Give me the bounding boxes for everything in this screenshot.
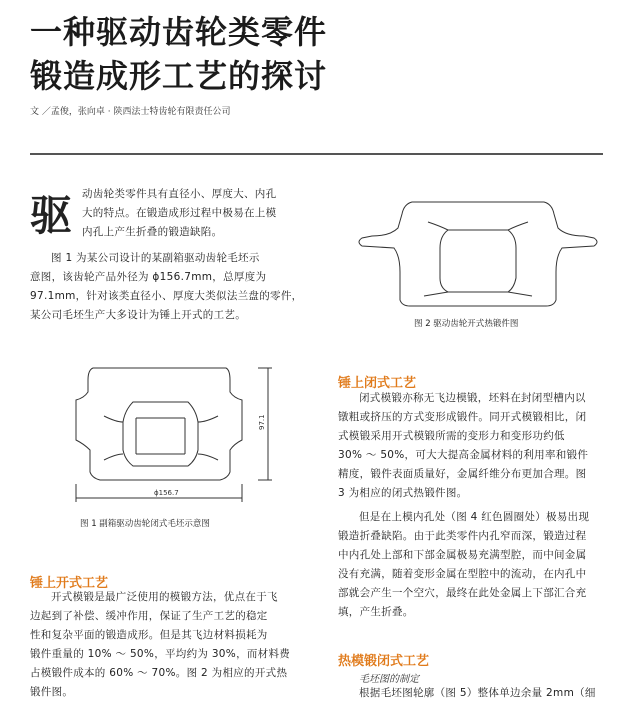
section-heading-open-die: 锤上开式工艺 xyxy=(30,576,109,591)
text-line: 图 1 为某公司设计的某副箱驱动齿轮毛坯示 xyxy=(51,252,260,264)
figure2-drawing xyxy=(344,196,612,314)
intro-paragraph-short xyxy=(82,185,312,242)
text-line: 镦粗或挤压的方式变形成锻件。同开式模锻相比，闭 xyxy=(338,411,587,423)
drop-cap: 驱 xyxy=(30,191,73,240)
text-line: 某公司毛坯生产大多设计为锤上开式的工艺。 xyxy=(30,309,246,321)
text-line: 中内孔处上部和下部金属极易充满型腔，而中间金属 xyxy=(338,549,587,561)
text-line: 锻件重量的 10% ～ 50%，平均约为 30%，而材料费 xyxy=(30,648,291,660)
section-heading-closed-die: 锤上闭式工艺 xyxy=(338,376,417,391)
text-line: 内孔上产生折叠的锻造缺陷。 xyxy=(82,226,223,238)
text-line: 意图，该齿轮产品外径为 ϕ156.7mm，总厚度为 xyxy=(30,271,267,283)
text-line: 动齿轮类零件具有直径小、厚度大、内孔 xyxy=(82,188,277,200)
text-line: 填，产生折叠。 xyxy=(338,606,414,618)
intro-paragraph xyxy=(30,249,320,325)
open-die-paragraph xyxy=(30,588,320,702)
text-line: 30% ～ 50%，可大大提高金属材料的利用率和锻件 xyxy=(338,449,589,461)
article-title-line2: 锻造成形工艺的探讨 xyxy=(30,57,328,95)
text-line: 锻造折叠缺陷。由于此类零件内孔窄而深，锻造过程 xyxy=(338,530,587,542)
subheading-blank-drawing: 毛坯图的制定 xyxy=(359,674,419,685)
text-line: 性和复杂平面的锻造成形。但是其飞边材料损耗为 xyxy=(30,629,268,641)
text-line: 锻件图。 xyxy=(30,686,74,698)
figure2-caption: 图 2 驱动齿轮开式热锻件图 xyxy=(414,319,519,329)
text-line: 精度，锻件表面质量好，金属纤维分布更加合理。图 xyxy=(338,468,587,480)
text-line: 根据毛坯图轮廓（图 5）整体单边余量 2mm（细 xyxy=(359,687,596,699)
fig1-dim-width: ϕ156.7 xyxy=(154,489,179,497)
closed-die-paragraph-2 xyxy=(338,508,618,622)
text-line: 占模锻件成本的 60% ～ 70%。图 2 为相应的开式热 xyxy=(30,667,288,679)
fig1-dim-height: 97.1 xyxy=(258,414,266,430)
text-line: 边起到了补偿、缓冲作用，保证了生产工艺的稳定 xyxy=(30,610,268,622)
text-line: 式模锻采用开式模锻所需的变形力和变形功约低 xyxy=(338,430,565,442)
text-line: 开式模锻是最广泛使用的模锻方法，优点在于飞 xyxy=(51,591,278,603)
section-heading-hot-die: 热模锻闭式工艺 xyxy=(338,654,430,669)
header-divider xyxy=(30,153,603,155)
text-line: 部就会产生一个空穴，最终在此处金属上下部汇合充 xyxy=(338,587,587,599)
text-line: 但是在上模内孔处（图 4 红色圆圈处）极易出现 xyxy=(359,511,590,523)
figure1-caption: 图 1 副箱驱动齿轮闭式毛坯示意图 xyxy=(80,519,210,529)
text-line: 大的特点。在锻造成形过程中极易在上模 xyxy=(82,207,277,219)
hot-die-paragraph xyxy=(338,684,618,703)
text-line: 没有充满，随着变形金属在型腔中的流动，在内孔中 xyxy=(338,568,587,580)
text-line: 97.1mm，针对该类直径小、厚度大类似法兰盘的零件， xyxy=(30,290,303,302)
article-title-line1: 一种驱动齿轮类零件 xyxy=(30,13,328,51)
closed-die-paragraph xyxy=(338,389,618,503)
figure1-drawing xyxy=(58,360,298,512)
text-line: 闭式模锻亦称无飞边模锻，坯料在封闭型槽内以 xyxy=(359,392,586,404)
byline: 文 ／孟俊，张向卓 · 陕西法士特齿轮有限责任公司 xyxy=(30,107,231,117)
text-line: 3 为相应的闭式热锻件图。 xyxy=(338,487,468,499)
